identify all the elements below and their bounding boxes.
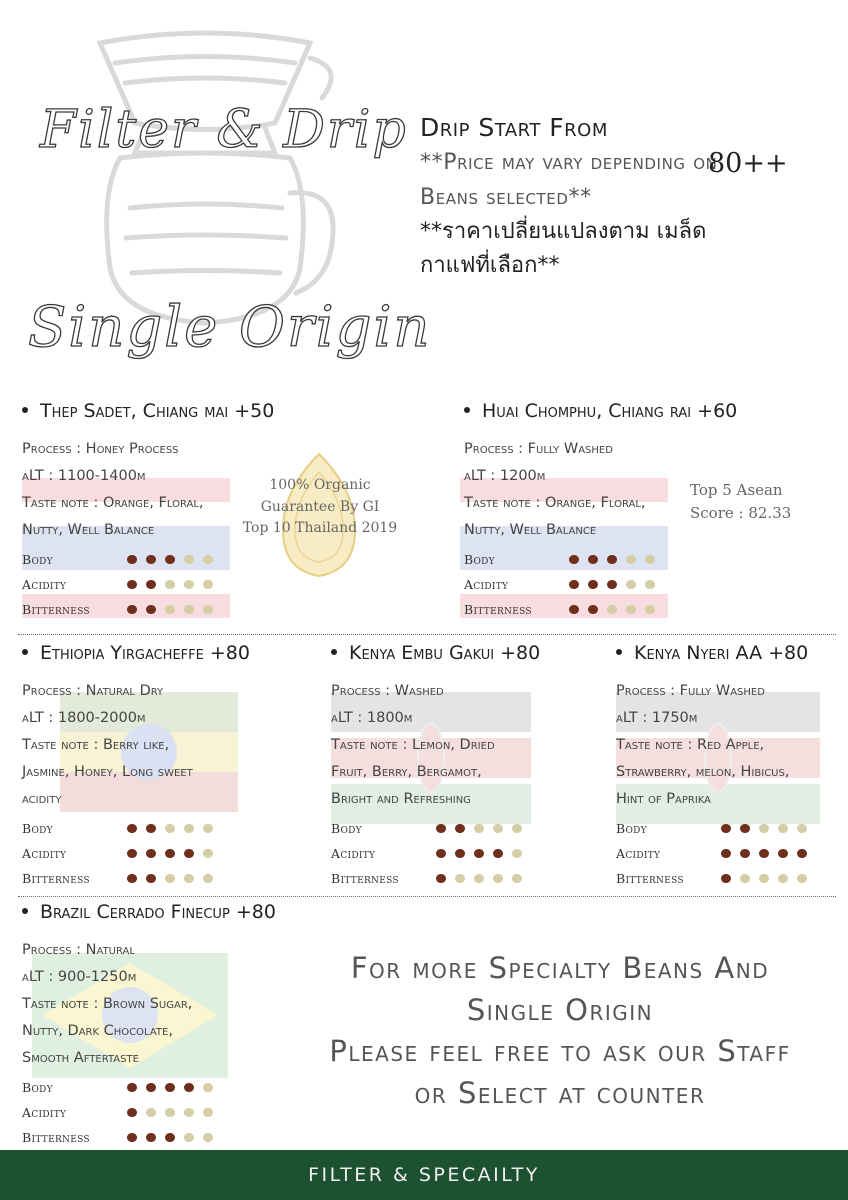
altitude-text: aLT : 900-1250m — [22, 969, 137, 985]
rating-dot-filled — [146, 555, 156, 565]
rating-dot-filled — [165, 1133, 175, 1143]
acidity-rating-dots — [127, 849, 213, 859]
rating-dot-empty — [512, 849, 522, 859]
rating-dot-filled — [588, 580, 598, 590]
rating-acidity: Acidity — [464, 572, 737, 597]
rating-dot-empty — [474, 874, 484, 884]
rating-bitterness: Bitterness — [22, 597, 274, 622]
promo-line: Single Origin — [466, 992, 654, 1027]
rating-bitterness: Bitterness — [22, 1125, 276, 1150]
rating-dot-filled — [740, 849, 750, 859]
origin-title: Brazil Cerrado Finecup +80 — [40, 901, 276, 923]
bitterness-rating-dots — [127, 605, 213, 615]
acidity-rating-dots — [721, 849, 807, 859]
section-divider — [18, 634, 836, 635]
rating-acidity: Acidity — [22, 572, 274, 597]
rating-dot-filled — [721, 849, 731, 859]
organic-gi-badge — [230, 475, 410, 540]
badge-line: Guarantee By GI — [260, 498, 380, 515]
bullet-icon — [22, 407, 28, 413]
promo-message — [290, 948, 830, 1114]
rating-body: Body — [331, 816, 540, 841]
taste-note-text: Taste note : Brown Sugar, — [22, 996, 193, 1012]
origin-title: Kenya Embu Gakui +80 — [349, 642, 541, 664]
rating-dot-filled — [146, 1083, 156, 1093]
rating-acidity: Acidity — [22, 841, 250, 866]
rating-body: Body — [22, 547, 274, 572]
drip-heading: Drip Start From — [420, 113, 608, 142]
rating-dot-empty — [203, 1083, 213, 1093]
rating-dot-filled — [493, 849, 503, 859]
rating-dot-empty — [184, 1133, 194, 1143]
taste-note-text: Taste note : Lemon, Dried — [331, 737, 495, 753]
rating-bitterness: Bitterness — [464, 597, 737, 622]
rating-dot-filled — [165, 555, 175, 565]
rating-dot-filled — [127, 605, 137, 615]
rating-dot-filled — [607, 555, 617, 565]
taste-note-text: acidity — [22, 791, 62, 807]
badge-line: Top 10 Thailand 2019 — [242, 520, 398, 536]
taste-note-text: Nutty, Well Balance — [22, 522, 155, 538]
rating-dot-empty — [165, 580, 175, 590]
rating-dot-empty — [165, 824, 175, 834]
rating-dot-empty — [203, 1108, 213, 1118]
rating-dot-filled — [127, 849, 137, 859]
rating-dot-filled — [721, 874, 731, 884]
rating-dot-empty — [740, 874, 750, 884]
bitterness-rating-dots — [127, 874, 213, 884]
process-text: Process : Washed — [331, 683, 444, 699]
bullet-icon — [22, 908, 28, 914]
rating-dot-filled — [588, 605, 598, 615]
rating-dot-empty — [778, 824, 788, 834]
origin-title: Thep Sadet, Chiang mai +50 — [40, 400, 275, 422]
rating-dot-filled — [127, 1083, 137, 1093]
rating-dot-empty — [455, 874, 465, 884]
process-text: Process : Fully Washed — [616, 683, 765, 699]
promo-line: Please feel free to ask our Staff — [329, 1034, 791, 1068]
rating-dot-empty — [146, 1108, 156, 1118]
section-divider — [18, 896, 836, 897]
rating-dot-empty — [797, 824, 807, 834]
body-rating-dots — [127, 555, 213, 565]
rating-dot-empty — [165, 1108, 175, 1118]
process-text: Process : Fully Washed — [464, 441, 613, 457]
taste-note-text: Bright and Refreshing — [331, 791, 471, 807]
origin-title: Huai Chomphu, Chiang rai +60 — [482, 400, 738, 422]
rating-dot-empty — [203, 874, 213, 884]
taste-note-text: Nutty, Well Balance — [464, 522, 597, 538]
bullet-icon — [22, 649, 28, 655]
rating-dot-filled — [569, 580, 579, 590]
rating-dot-filled — [569, 605, 579, 615]
rating-block — [616, 816, 808, 891]
rating-bitterness: Bitterness — [331, 866, 540, 891]
rating-dot-filled — [455, 849, 465, 859]
rating-dot-filled — [146, 874, 156, 884]
rating-dot-filled — [436, 824, 446, 834]
rating-dot-filled — [759, 849, 769, 859]
rating-body: Body — [464, 547, 737, 572]
rating-acidity: Acidity — [331, 841, 540, 866]
altitude-text: aLT : 1750m — [616, 710, 698, 726]
rating-dot-empty — [759, 874, 769, 884]
body-rating-dots — [127, 824, 213, 834]
rating-dot-filled — [436, 874, 446, 884]
rating-block — [22, 816, 250, 891]
rating-dot-empty — [645, 555, 655, 565]
rating-body: Body — [22, 1075, 276, 1100]
process-text: Process : Natural — [22, 942, 135, 958]
rating-dot-empty — [184, 824, 194, 834]
rating-dot-empty — [184, 580, 194, 590]
rating-dot-filled — [474, 849, 484, 859]
rating-dot-filled — [146, 580, 156, 590]
rating-dot-filled — [127, 824, 137, 834]
altitude-text: aLT : 1200m — [464, 468, 546, 484]
rating-dot-filled — [146, 605, 156, 615]
rating-dot-filled — [436, 849, 446, 859]
rating-dot-empty — [184, 605, 194, 615]
rating-dot-empty — [203, 580, 213, 590]
rating-dot-filled — [607, 580, 617, 590]
altitude-text: aLT : 1800-2000m — [22, 710, 146, 726]
drip-price-note-thai: **ราคาเปลี่ยนแปลงตาม เมล็ดกาแฟที่เลือก** — [420, 219, 707, 278]
rating-dot-filled — [127, 555, 137, 565]
taste-note-text: Fruit, Berry, Bergamot, — [331, 764, 482, 780]
rating-dot-filled — [127, 580, 137, 590]
rating-dot-filled — [184, 1083, 194, 1093]
rating-acidity: Acidity — [616, 841, 808, 866]
taste-note-text: Taste note : Red Apple, — [616, 737, 765, 753]
rating-dot-empty — [645, 605, 655, 615]
rating-dot-empty — [184, 874, 194, 884]
origin-title: Ethiopia Yirgacheffe +80 — [40, 642, 250, 664]
footer-bar — [0, 1150, 848, 1200]
altitude-text: aLT : 1100-1400m — [22, 468, 146, 484]
rating-body: Body — [616, 816, 808, 841]
rating-dot-empty — [626, 605, 636, 615]
badge-line: 100% Organic — [269, 477, 371, 493]
rating-dot-filled — [146, 1133, 156, 1143]
bitterness-rating-dots — [436, 874, 522, 884]
rating-dot-filled — [740, 824, 750, 834]
rating-dot-empty — [493, 874, 503, 884]
body-rating-dots — [569, 555, 655, 565]
origin-brazil-cerrado — [22, 901, 276, 1150]
taste-note-text: Taste note : Orange, Floral, — [22, 495, 204, 511]
acidity-rating-dots — [127, 1108, 213, 1118]
rating-dot-empty — [607, 605, 617, 615]
rating-dot-empty — [165, 605, 175, 615]
rating-dot-empty — [512, 824, 522, 834]
origin-ethiopia-yirgacheffe — [22, 642, 250, 891]
acidity-rating-dots — [569, 580, 655, 590]
taste-note-text: Jasmine, Honey, Long sweet — [22, 764, 193, 780]
rating-dot-filled — [165, 849, 175, 859]
rating-dot-empty — [778, 874, 788, 884]
rating-dot-empty — [626, 555, 636, 565]
rating-dot-filled — [127, 1108, 137, 1118]
rating-block — [464, 547, 737, 622]
taste-note-text: Smooth Aftertaste — [22, 1050, 139, 1066]
footer-label: FILTER & SPECAILTY — [308, 1164, 540, 1186]
rating-dot-empty — [797, 874, 807, 884]
title-filter-drip: Filter & Drip — [40, 100, 408, 160]
drip-price-note: **Price may vary depending on Beans selected** — [420, 150, 718, 210]
rating-dot-empty — [203, 1133, 213, 1143]
rating-dot-empty — [165, 874, 175, 884]
badge-line: Top 5 Asean — [690, 481, 783, 499]
altitude-text: aLT : 1800m — [331, 710, 413, 726]
rating-acidity: Acidity — [22, 1100, 276, 1125]
process-text: Process : Honey Process — [22, 441, 179, 457]
rating-dot-filled — [588, 555, 598, 565]
rating-dot-filled — [455, 824, 465, 834]
rating-dot-empty — [645, 580, 655, 590]
rating-dot-empty — [203, 824, 213, 834]
origin-kenya-nyeri-aa — [616, 642, 808, 891]
bitterness-rating-dots — [127, 1133, 213, 1143]
rating-bitterness: Bitterness — [22, 866, 250, 891]
acidity-rating-dots — [127, 580, 213, 590]
taste-note-text: Strawberry, melon, Hibicus, — [616, 764, 790, 780]
rating-dot-filled — [569, 555, 579, 565]
bullet-icon — [464, 407, 470, 413]
rating-dot-empty — [512, 874, 522, 884]
body-rating-dots — [721, 824, 807, 834]
body-rating-dots — [436, 824, 522, 834]
rating-dot-filled — [721, 824, 731, 834]
bitterness-rating-dots — [569, 605, 655, 615]
rating-dot-filled — [184, 849, 194, 859]
title-single-origin: Single Origin — [28, 295, 432, 360]
origin-huai-chomphu — [464, 400, 737, 622]
promo-line: For more Specialty Beans And — [350, 951, 770, 985]
rating-block — [22, 1075, 276, 1150]
bullet-icon — [331, 649, 337, 655]
rating-dot-empty — [759, 824, 769, 834]
taste-note-text: Taste note : Berry like, — [22, 737, 170, 753]
bitterness-rating-dots — [721, 874, 807, 884]
drip-price-info — [420, 110, 720, 283]
taste-note-text: Nutty, Dark Chocolate, — [22, 1023, 173, 1039]
rating-dot-empty — [184, 1108, 194, 1118]
acidity-rating-dots — [436, 849, 522, 859]
rating-dot-filled — [778, 849, 788, 859]
rating-dot-filled — [165, 1083, 175, 1093]
rating-dot-empty — [474, 824, 484, 834]
bullet-icon — [616, 649, 622, 655]
drip-price: 80++ — [708, 148, 788, 179]
rating-body: Body — [22, 816, 250, 841]
rating-dot-filled — [127, 874, 137, 884]
rating-block — [331, 816, 540, 891]
rating-dot-empty — [203, 849, 213, 859]
rating-dot-empty — [184, 555, 194, 565]
rating-dot-empty — [203, 605, 213, 615]
process-text: Process : Natural Dry — [22, 683, 164, 699]
rating-bitterness: Bitterness — [616, 866, 808, 891]
rating-dot-empty — [626, 580, 636, 590]
rating-dot-filled — [797, 849, 807, 859]
rating-dot-empty — [203, 555, 213, 565]
origin-title: Kenya Nyeri AA +80 — [634, 642, 809, 664]
promo-line: or Select at counter — [414, 1075, 706, 1110]
rating-dot-filled — [146, 849, 156, 859]
badge-line: Score : 82.33 — [690, 504, 792, 522]
body-rating-dots — [127, 1083, 213, 1093]
taste-note-text: Hint of Paprika — [616, 791, 712, 807]
rating-dot-filled — [127, 1133, 137, 1143]
rating-dot-filled — [146, 824, 156, 834]
rating-dot-empty — [493, 824, 503, 834]
origin-kenya-embu-gakui — [331, 642, 540, 891]
taste-note-text: Taste note : Orange, Floral, — [464, 495, 646, 511]
rating-block — [22, 547, 274, 622]
